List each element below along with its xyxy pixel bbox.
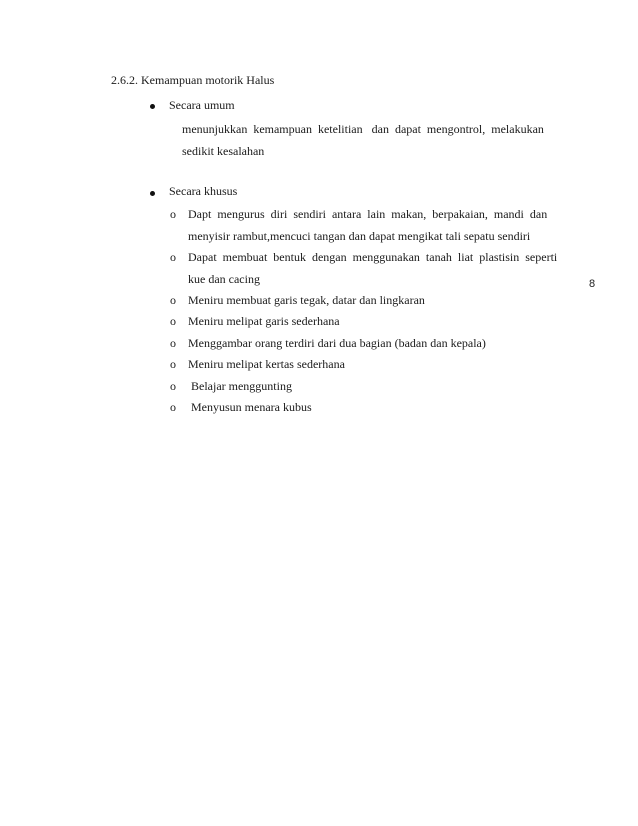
list-marker-icon: o — [170, 336, 176, 350]
list-item-8: Menyusun menara kubus — [188, 400, 312, 414]
list-marker-icon: o — [170, 250, 176, 264]
list-marker-icon: o — [170, 314, 176, 328]
section-title: 2.6.2. Kemampuan motorik Halus — [111, 73, 275, 87]
general-heading: Secara umum — [169, 98, 235, 112]
list-item-1-line-1: Dapt mengurus diri sendiri antara lain makan, berpakaian, mandi dan — [188, 207, 548, 221]
general-text-line-2: sedikit kesalahan — [182, 144, 265, 158]
bullet-icon — [150, 191, 155, 196]
list-marker-icon: o — [170, 379, 176, 393]
list-marker-icon: o — [170, 293, 176, 307]
specific-heading: Secara khusus — [169, 184, 238, 198]
general-text-line-1: menunjukkan kemampuan ketelitian dan dapat mengontrol, melakukan — [182, 122, 544, 136]
bullet-icon — [150, 104, 155, 109]
list-item-6: Meniru melipat kertas sederhana — [188, 357, 345, 371]
list-item-5: Menggambar orang terdiri dari dua bagian (badan dan kepala) — [188, 336, 486, 350]
list-marker-icon: o — [170, 207, 176, 221]
list-item-2-line-1: Dapat membuat bentuk dengan menggunakan tanah liat plastisin seperti — [188, 250, 558, 264]
list-item-4: Meniru melipat garis sederhana — [188, 314, 340, 328]
list-marker-icon: o — [170, 400, 176, 414]
list-item-1-line-2: menyisir rambut,mencuci tangan dan dapat mengikat tali sepatu sendiri — [188, 229, 531, 243]
page-number: 8 — [589, 278, 596, 290]
list-item-7: Belajar menggunting — [188, 379, 292, 393]
list-item-2-line-2: kue dan cacing — [188, 272, 260, 286]
list-item-3: Meniru membuat garis tegak, datar dan lingkaran — [188, 293, 425, 307]
list-marker-icon: o — [170, 357, 176, 371]
